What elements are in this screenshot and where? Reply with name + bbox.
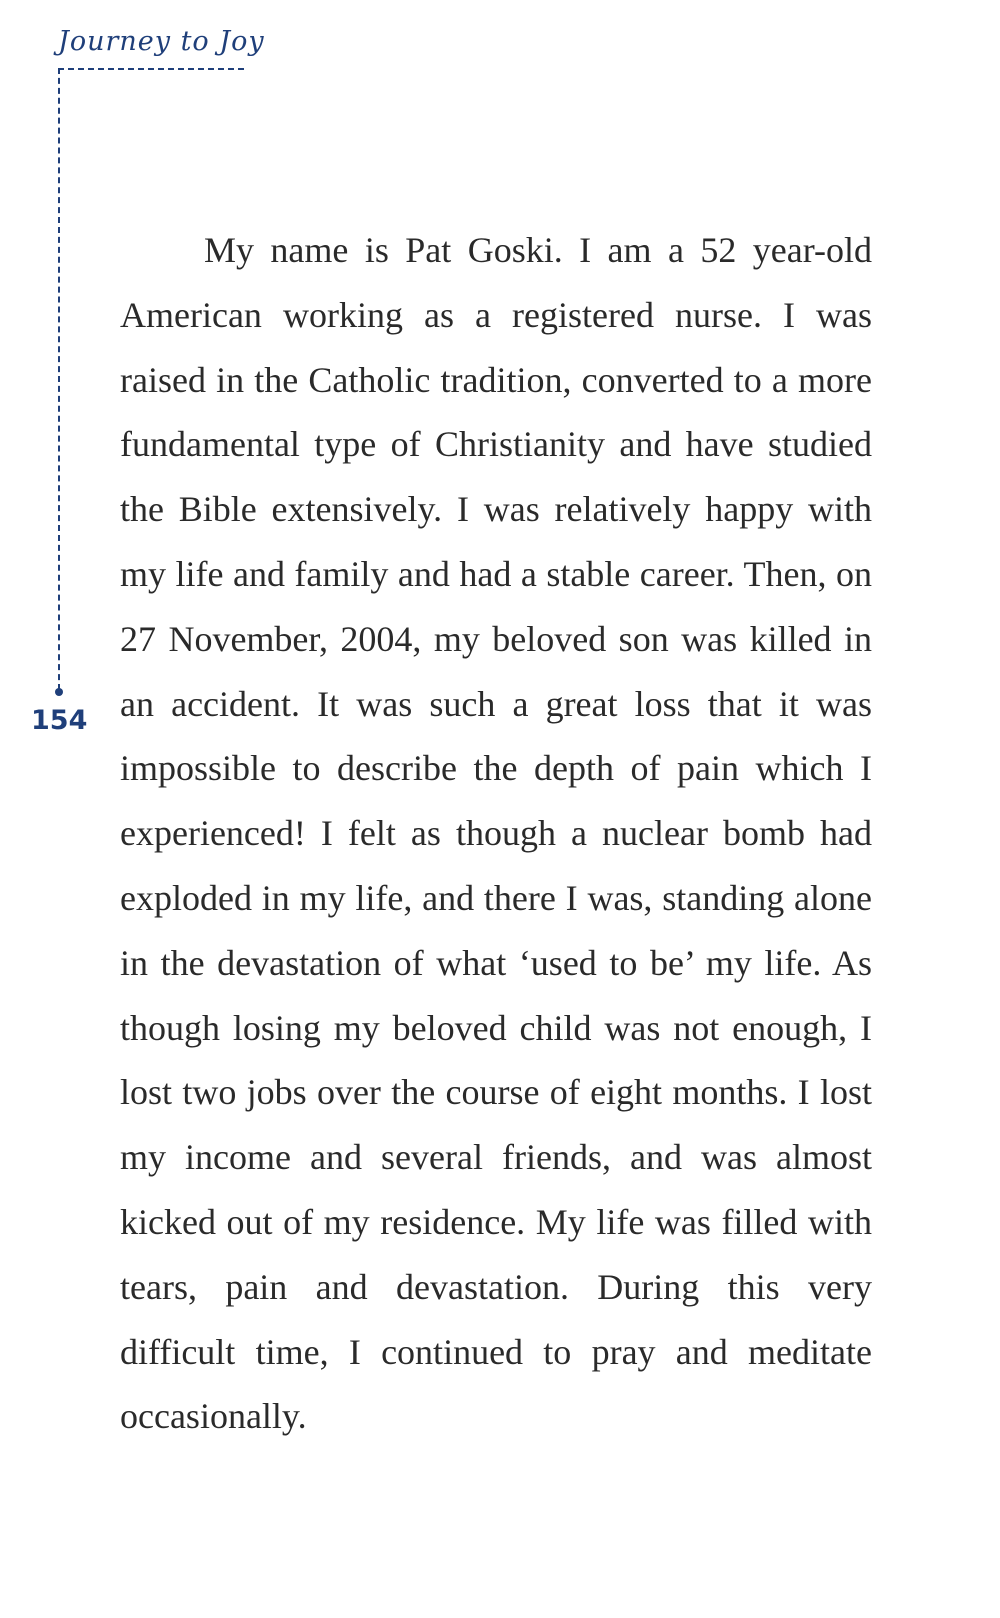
rule-end-dot bbox=[55, 688, 63, 696]
running-title: Journey to Joy bbox=[58, 26, 265, 57]
body-paragraph: My name is Pat Goski. I am a 52 year-old American working as a registered nurse. I was raised in the Catholic tradition, converted to a more fundamental type of Christianity and have studied the Bible extensively. I was relatively happy with my life and family and had a stable career. Then, on 27 November, 2004, my beloved son was killed in an accident. It was such a great loss that it was impossible to describe the depth of pain which I experienced! I felt as though a nuclear bomb had exploded in my life, and there I was, standing alone in the devastation of what ‘used to be’ my life. As though losing my beloved child was not enough, I lost two jobs over the course of eight months. I lost my income and several friends, and was almost kicked out of my residence. My life was filled with tears, pain and devastation. During this very difficult time, I continued to pray and meditate occasionally. bbox=[120, 230, 872, 1437]
margin-dashed-rule bbox=[58, 68, 60, 690]
page-number: 154 bbox=[31, 705, 88, 736]
header-dashed-rule bbox=[58, 68, 244, 70]
